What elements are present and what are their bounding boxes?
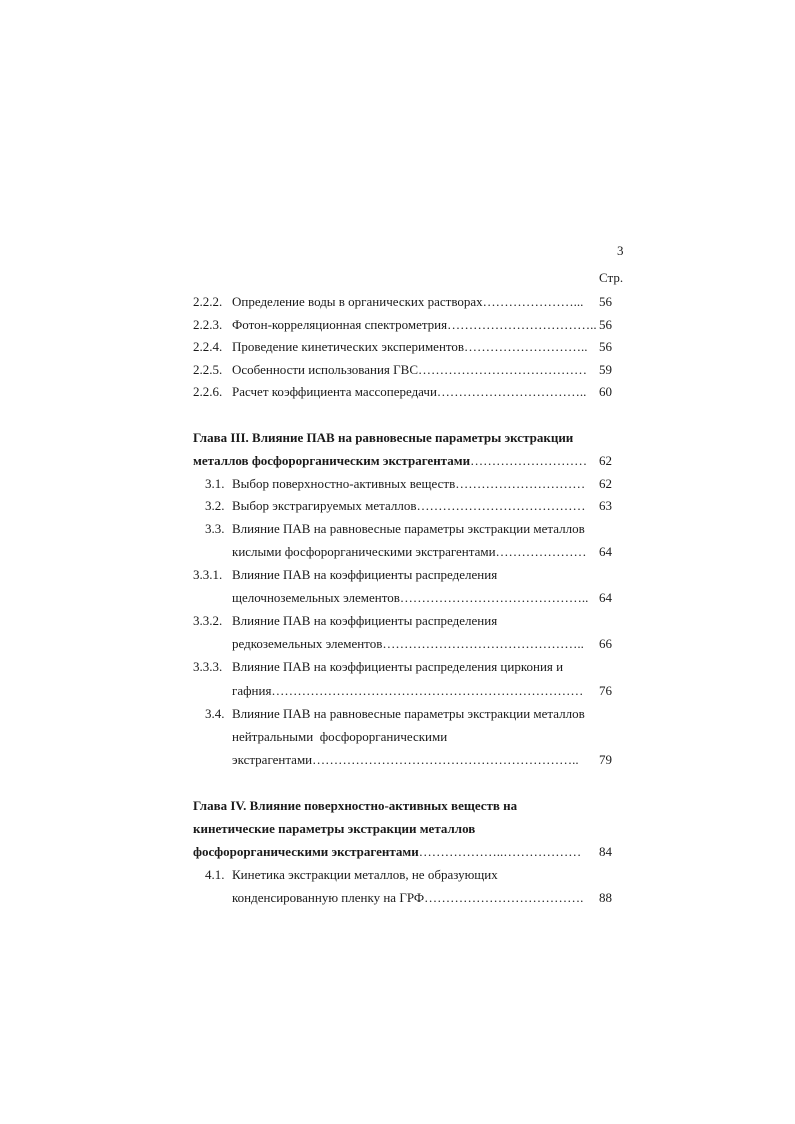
entry-number: 3.3.2. [193, 613, 223, 628]
entry-title-continued: экстрагентами…………………………………………………….. [232, 752, 579, 767]
entry-number: 2.2.5. [193, 362, 223, 377]
page-column-label: Стр. [599, 270, 624, 285]
entry-page: 56 [599, 294, 612, 309]
entry-page: 76 [599, 683, 612, 698]
chapter-title-line: кинетические параметры экстракции металлов [193, 821, 476, 836]
entry-title: Проведение кинетических экспериментов……………………….. [232, 339, 588, 354]
entry-title: Влияние ПАВ на равновесные параметры экстракции металлов [232, 521, 585, 536]
entry-number: 4.1. [205, 867, 225, 882]
entry-title: Определение воды в органических растворах…………………... [232, 294, 584, 309]
entry-title: Фотон-корреляционная спектрометрия…………………………….. [232, 317, 597, 332]
entry-page: 64 [599, 544, 612, 559]
entry-page: 56 [599, 317, 612, 332]
entry-number: 2.2.6. [193, 384, 223, 399]
chapter-title-line: Глава IV. Влияние поверхностно-активных веществ на [193, 798, 518, 813]
chapter-title-text: фосфорорганическими экстрагентами [193, 844, 419, 859]
leader-dots: ……………………… [470, 453, 588, 468]
chapter-page: 62 [599, 453, 612, 468]
entry-number: 3.1. [205, 476, 225, 491]
entry-number: 2.2.3. [193, 317, 223, 332]
chapter-title-line: Глава III. Влияние ПАВ на равновесные параметры экстракции [193, 430, 574, 445]
entry-number: 2.2.2. [193, 294, 223, 309]
entry-title: Влияние ПАВ на коэффициенты распределения [232, 613, 498, 628]
page-number: 3 [617, 243, 624, 258]
entry-title: Выбор поверхностно-активных веществ………………………… [232, 476, 586, 491]
entry-title: Выбор экстрагируемых металлов………………………………… [232, 498, 586, 513]
entry-page: 64 [599, 590, 612, 605]
chapter-title-text: металлов фосфорорганическим экстрагентами [193, 453, 471, 468]
entry-number: 3.3. [205, 521, 225, 536]
entry-title-continued: редкоземельных элементов……………………………………….. [232, 636, 584, 651]
entry-page: 62 [599, 476, 612, 491]
entry-number: 3.3.1. [193, 567, 223, 582]
entry-title: Влияние ПАВ на равновесные параметры экстракции металлов [232, 706, 585, 721]
entry-number: 3.2. [205, 498, 225, 513]
entry-title: Расчет коэффициента массопередачи…………………………….. [232, 384, 587, 399]
leader-dots: ………………..……………… [418, 844, 582, 859]
entry-page: 79 [599, 752, 612, 767]
entry-title-continued: гафния……………………………………………………………… [232, 683, 584, 698]
entry-title-continued: кислыми фосфорорганическими экстрагентами………………… [232, 544, 587, 559]
chapter-title-line [193, 844, 581, 860]
entry-page: 59 [599, 362, 612, 377]
entry-title-continued: щелочноземельных элементов…………………………………….. [232, 590, 589, 605]
entry-page: 88 [599, 890, 612, 905]
chapter-page: 84 [599, 844, 612, 859]
entry-title: Кинетика экстракции металлов, не образующих [232, 867, 498, 882]
entry-number: 2.2.4. [193, 339, 223, 354]
entry-title: Особенности использования ГВС………………………………… [232, 362, 587, 377]
entry-title-continued: нейтральными фосфорорганическими [232, 729, 448, 744]
entry-page: 60 [599, 384, 612, 399]
entry-page: 63 [599, 498, 612, 513]
chapter-title-line [193, 453, 587, 469]
entry-title: Влияние ПАВ на коэффициенты распределения циркония и [232, 659, 564, 674]
entry-title-continued: конденсированную пленку на ГРФ………………………………. [232, 890, 584, 905]
entry-number: 3.4. [205, 706, 225, 721]
entry-title: Влияние ПАВ на коэффициенты распределения [232, 567, 498, 582]
entry-number: 3.3.3. [193, 659, 223, 674]
entry-page: 66 [599, 636, 612, 651]
entry-page: 56 [599, 339, 612, 354]
